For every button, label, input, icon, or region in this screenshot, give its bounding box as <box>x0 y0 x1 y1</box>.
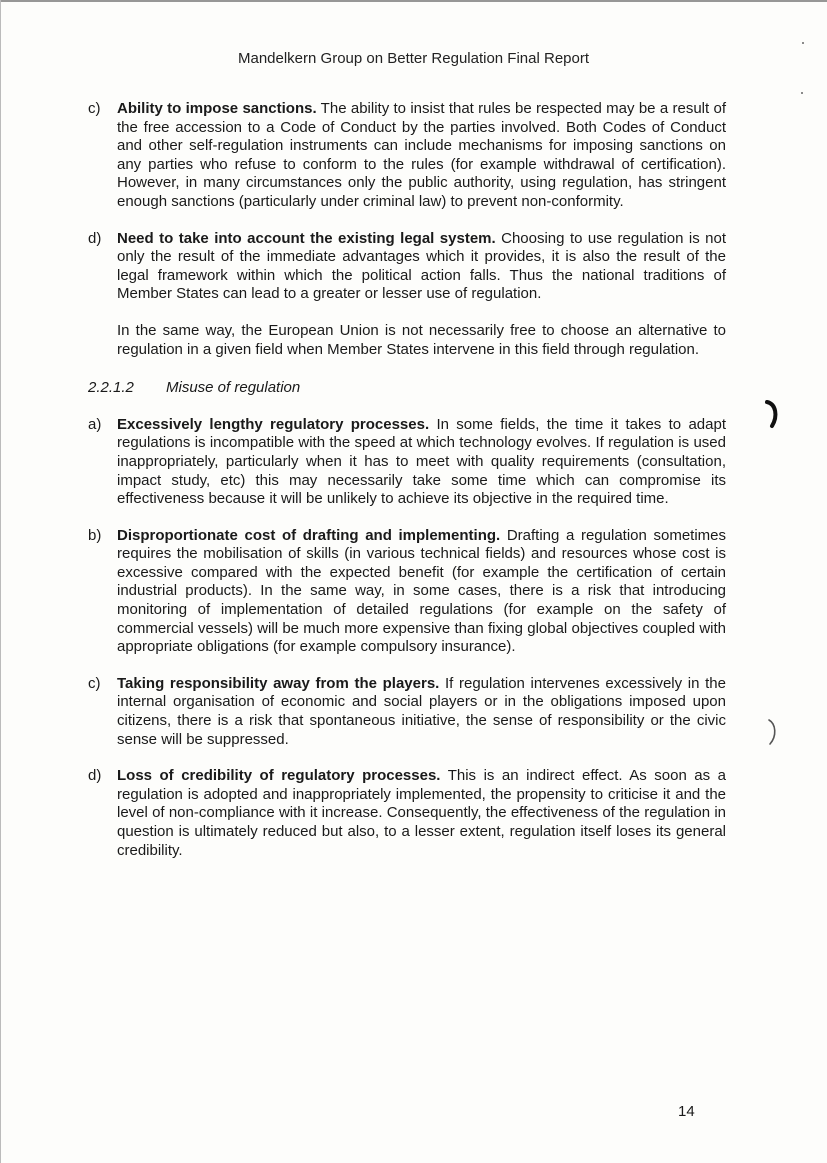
item-text: In some fields, the time it takes to adapt regulations is incompatible with the speed at which technology evolves. If regulation is used inappropriately, particularly when it has to meet with quality requirements (consultation, impact study, etc) this may necessarily take some time which can compromise its effectiveness because it will be unlikely to achieve its objective in the required time. <box>117 415 726 508</box>
item-text: Choosing to use regulation is not only the result of the immediate advantages which it provides, it is also the result of the legal framework within which the political action falls. Thus the national traditions of Member States can lead to a greater or lesser use of regulation. <box>117 229 726 303</box>
item-text: The ability to insist that rules be respected may be a result of the free accession to a Code of Conduct by the parties involved. Both Codes of Conduct and other self-regulation instruments can include mechanisms for imposing sanctions on any parties who refuse to conform to the rules (for example withdrawal of certification). However, in many circumstances only the public authority, using regulation, has stringent enough sanctions (particularly under criminal law) to prevent non-conformity. <box>117 100 726 210</box>
section-title: Misuse of regulation <box>166 379 301 397</box>
list-marker: d) <box>88 767 102 785</box>
list-marker: d) <box>88 229 102 247</box>
list-marker: a) <box>88 415 102 433</box>
list-marker: c) <box>88 100 101 117</box>
list-item <box>88 675 726 749</box>
list-item <box>88 230 726 304</box>
list-item <box>88 416 726 509</box>
list-marker: c) <box>88 674 101 692</box>
scan-top-edge <box>0 0 827 2</box>
item-text: If regulation intervenes excessively in the internal organisation of economic and social players or in the obligations imposed upon citizens, there is a risk that spontaneous initiative, the sense of responsibility or the civic sense will be suppressed. <box>117 674 726 748</box>
scan-speck <box>801 92 803 94</box>
list-item <box>88 767 726 860</box>
item-title: Need to take into account the existing legal system. <box>117 229 496 247</box>
item-text: This is an indirect effect. As soon as a regulation is adopted and inappropriately implemented, the propensity to criticise it and the level of non-compliance with it increase. Consequently, the effectiveness of the regulation in question is ultimately reduced but also, to a lesser extent, regulation itself loses its general credibility. <box>117 767 726 859</box>
item-title: Loss of credibility of regulatory processes. <box>117 767 441 785</box>
section-subheading <box>88 379 726 398</box>
item-title: Ability to impose sanctions. <box>117 100 317 117</box>
list-item <box>88 527 726 657</box>
page-number: 14 <box>678 1103 695 1120</box>
item-title: Taking responsibility away from the players. <box>117 674 440 692</box>
scan-left-edge <box>0 0 1 1163</box>
document-body <box>88 100 726 878</box>
section-number: 2.2.1.2 <box>88 379 134 397</box>
binder-hole-mark-bottom <box>763 716 783 748</box>
scan-speck <box>802 42 804 44</box>
followup-paragraph: In the same way, the European Union is not necessarily free to choose an alternative to regulation in a given field when Member States intervene in this field through regulation. <box>117 321 726 358</box>
item-title: Excessively lengthy regulatory processes. <box>117 415 430 433</box>
page-header: Mandelkern Group on Better Regulation Final Report <box>237 50 590 67</box>
item-text: Drafting a regulation sometimes requires the mobilisation of skills (in various technical fields) and resources whose cost is excessive compared with the expected benefit (for example the certification of certain industrial products). In the same way, in some cases, there is a risk that introducing monitoring of implementation of detailed regulations (for example on the safety of commercial vessels) will be much more expensive than fixing global objectives coupled with appropriate obligations (for example compulsory insurance). <box>117 526 726 656</box>
item-title: Disproportionate cost of drafting and implementing. <box>117 526 501 544</box>
binder-hole-mark-top <box>762 398 782 430</box>
list-item <box>88 100 726 212</box>
list-marker: b) <box>88 526 102 544</box>
